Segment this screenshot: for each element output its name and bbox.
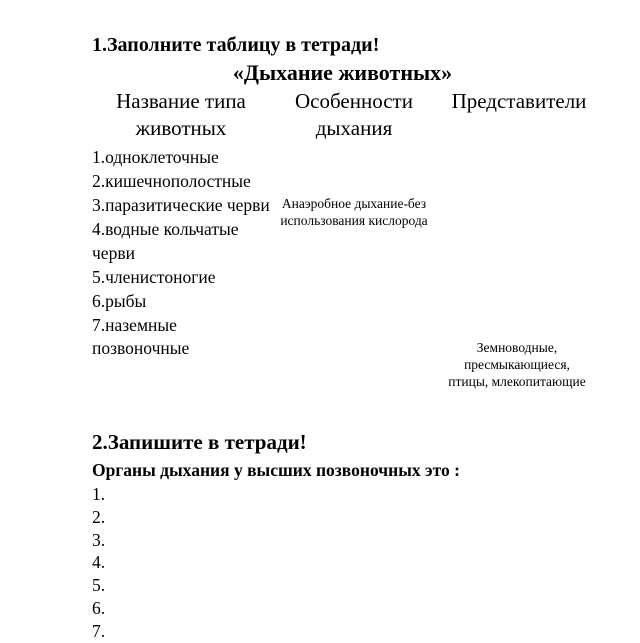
list-item: 1.одноклеточные	[92, 147, 219, 167]
answer-line: 1.	[92, 484, 106, 504]
anaerobic-breathing-note: Анаэробное дыхание-без использования кислорода	[280, 196, 428, 228]
task2-subtitle: Органы дыхания у высших позвоночных это :	[92, 460, 460, 480]
answer-line: 7.	[92, 620, 106, 641]
list-item: 4.водные кольчатые черви	[92, 219, 239, 263]
list-item: 5.членистоногие	[92, 266, 216, 287]
answer-line: 5.	[92, 575, 106, 596]
column-header-breathing-features	[280, 88, 428, 142]
animal-groups-list	[92, 146, 272, 361]
table-title: «Дыхание животных»	[232, 60, 453, 85]
column-header-line: животных	[135, 116, 227, 140]
answer-line: 4.	[92, 552, 106, 573]
answer-line: 6.	[92, 597, 106, 618]
list-item: 3.паразитические черви	[92, 195, 270, 215]
list-item: 2.кишечнополостные	[92, 171, 251, 191]
representatives-note: Земноводные, пресмыкающиеся, птицы, млекопитающие	[448, 340, 586, 389]
answer-list	[92, 483, 105, 643]
list-item: 7.наземные позвоночные	[92, 314, 190, 358]
answer-line: 3.	[92, 529, 106, 550]
task2-title: 2.Запишите в тетради!	[92, 430, 307, 454]
column-header-line: Представители	[451, 89, 587, 113]
task1-title: 1.Заполните таблицу в тетради!	[92, 34, 380, 56]
column-header-line: Особенности	[295, 89, 413, 113]
column-header-line: дыхания	[315, 116, 393, 140]
answer-line: 2.	[92, 506, 106, 527]
column-header-representatives	[436, 88, 602, 115]
list-item: 6.рыбы	[92, 290, 147, 311]
column-header-line: Название типа	[116, 89, 246, 113]
column-header-animal-type	[96, 88, 266, 142]
